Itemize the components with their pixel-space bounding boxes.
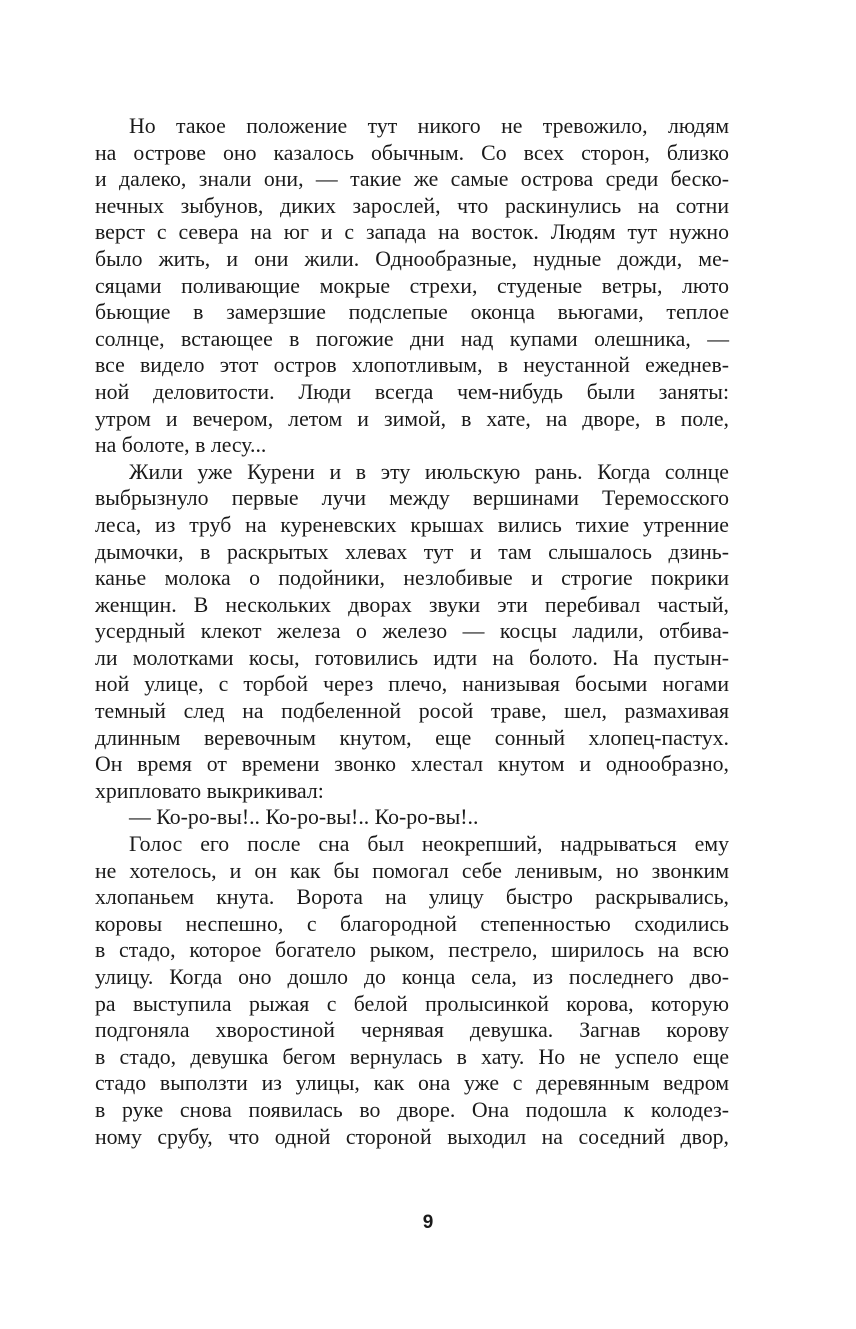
text-line: бьющие в замерзшие подслепые оконца вьюгами, теплое (95, 300, 729, 325)
text-line: Жили уже Курени и в эту июльскую рань. Когда солнце (129, 459, 729, 484)
text-line: было жить, и они жили. Однообразные, нудные дожди, ме- (95, 246, 729, 271)
text-line: усердный клекот железа о железо — косцы ладили, отбива- (95, 619, 729, 644)
text-line: в стадо, девушка бегом вернулась в хату. Но не успело еще (95, 1044, 729, 1069)
text-line: верст с севера на юг и с запада на восток. Людям тут нужно (95, 220, 729, 245)
text-line: ной улице, с торбой через плечо, нанизывая босыми ногами (95, 672, 729, 697)
text-line: выбрызнуло первые лучи между вершинами Теремосского (95, 486, 729, 511)
text-line: леса, из труб на куреневских крышах вились тихие утренние (95, 512, 729, 537)
text-line: на болоте, в лесу... (95, 433, 267, 458)
text-line: коровы неспешно, с благородной степенностью сходились (95, 911, 729, 936)
text-line: утром и вечером, летом и зимой, в хате, на дворе, в поле, (95, 406, 729, 431)
text-line: дымочки, в раскрытых хлевах тут и там слышалось дзинь- (95, 539, 729, 564)
text-line: солнце, встающее в погожие дни над купами олешника, — (95, 326, 729, 351)
text-line: в руке снова появилась во дворе. Она подошла к колодез- (95, 1097, 729, 1122)
text-line: подгоняла хворостиной чернявая девушка. Загнав корову (95, 1018, 729, 1043)
text-line: стадо выползти из улицы, как она уже с деревянным ведром (95, 1071, 729, 1096)
page-number: 9 (422, 1212, 434, 1233)
text-line: не хотелось, и он как бы помогал себе ленивым, но звонким (95, 858, 729, 883)
text-line: сяцами поливающие мокрые стрехи, студеные ветры, люто (95, 273, 729, 298)
text-line: в стадо, которое богатело рыком, пестрело, ширилось на всю (95, 938, 729, 963)
text-line: темный след на подбеленной росой траве, шел, размахивая (95, 699, 729, 724)
dialogue-line: — Ко-ро-вы!.. Ко-ро-вы!.. Ко-ро-вы!.. (129, 805, 479, 830)
text-line: женщин. В нескольких дворах звуки эти перебивал частый, (95, 592, 729, 617)
text-line: и далеко, знали они, — такие же самые острова среди беско- (95, 167, 729, 192)
text-line: Голос его после сна был неокрепший, надрываться ему (129, 832, 729, 857)
text-line: ли молотками косы, готовились идти на болото. На пустын- (95, 645, 729, 670)
paragraph-1 (95, 113, 729, 459)
text-line: все видело этот остров хлопотливым, в неустанной ежеднев- (95, 353, 729, 378)
text-line: хлопаньем кнута. Ворота на улицу быстро раскрывались, (95, 885, 729, 910)
paragraph-3-dialogue (95, 804, 729, 831)
text-line: хрипловато выкрикивал: (95, 778, 324, 803)
text-line: ной деловитости. Люди всегда чем-нибудь были заняты: (95, 379, 729, 404)
text-line: ному срубу, что одной стороной выходил на соседний двор, (95, 1124, 729, 1149)
text-line: длинным веревочным кнутом, еще сонный хлопец-пастух. (95, 725, 729, 750)
paragraph-2 (95, 459, 729, 805)
text-line: ра выступила рыжая с белой пролысинкой корова, которую (95, 991, 729, 1016)
text-line: канье молока о подойники, незлобивые и строгие покрики (95, 566, 729, 591)
text-line: улицу. Когда оно дошло до конца села, из последнего дво- (95, 965, 729, 989)
text-line: Он время от времени звонко хлестал кнутом и однообразно, (95, 752, 729, 777)
text-line: нечных зыбунов, диких зарослей, что раскинулись на сотни (95, 193, 729, 218)
text-line: на острове оно казалось обычным. Со всех сторон, близко (95, 140, 729, 165)
text-line: Но такое положение тут никого не тревожило, людям (129, 114, 729, 138)
body-text (95, 113, 729, 1150)
paragraph-4 (95, 831, 729, 1150)
